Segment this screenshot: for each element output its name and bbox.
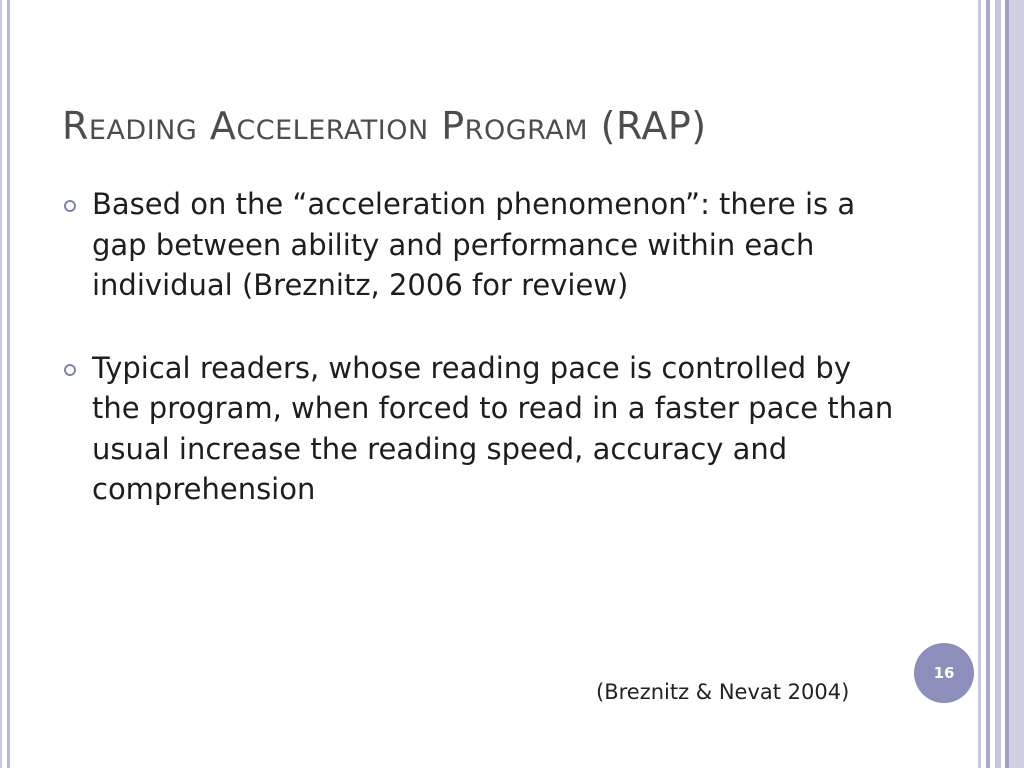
bullet-item (62, 184, 902, 306)
left-frame-border (0, 0, 10, 768)
bullet-text: Based on the “acceleration phenomenon”: there is a gap between ability and performance within each individual (Breznitz, 2006 for review) (92, 187, 856, 302)
right-frame-stripes (978, 0, 1024, 768)
citation-text: (Breznitz & Nevat 2004) (596, 680, 850, 704)
frame-stripe (1009, 0, 1024, 768)
bullet-list (62, 184, 902, 552)
slide-title: Reading Acceleration Program (RAP) (62, 104, 707, 148)
bullet-ring-icon (64, 364, 76, 376)
bullet-item (62, 348, 902, 510)
bullet-text: Typical readers, whose reading pace is controlled by the program, when forced to read in a faster pace than usual increase the reading speed, accuracy and comprehension (92, 350, 894, 506)
bullet-ring-icon (64, 200, 76, 212)
page-number: 16 (933, 664, 955, 682)
page-number-badge (914, 643, 974, 703)
